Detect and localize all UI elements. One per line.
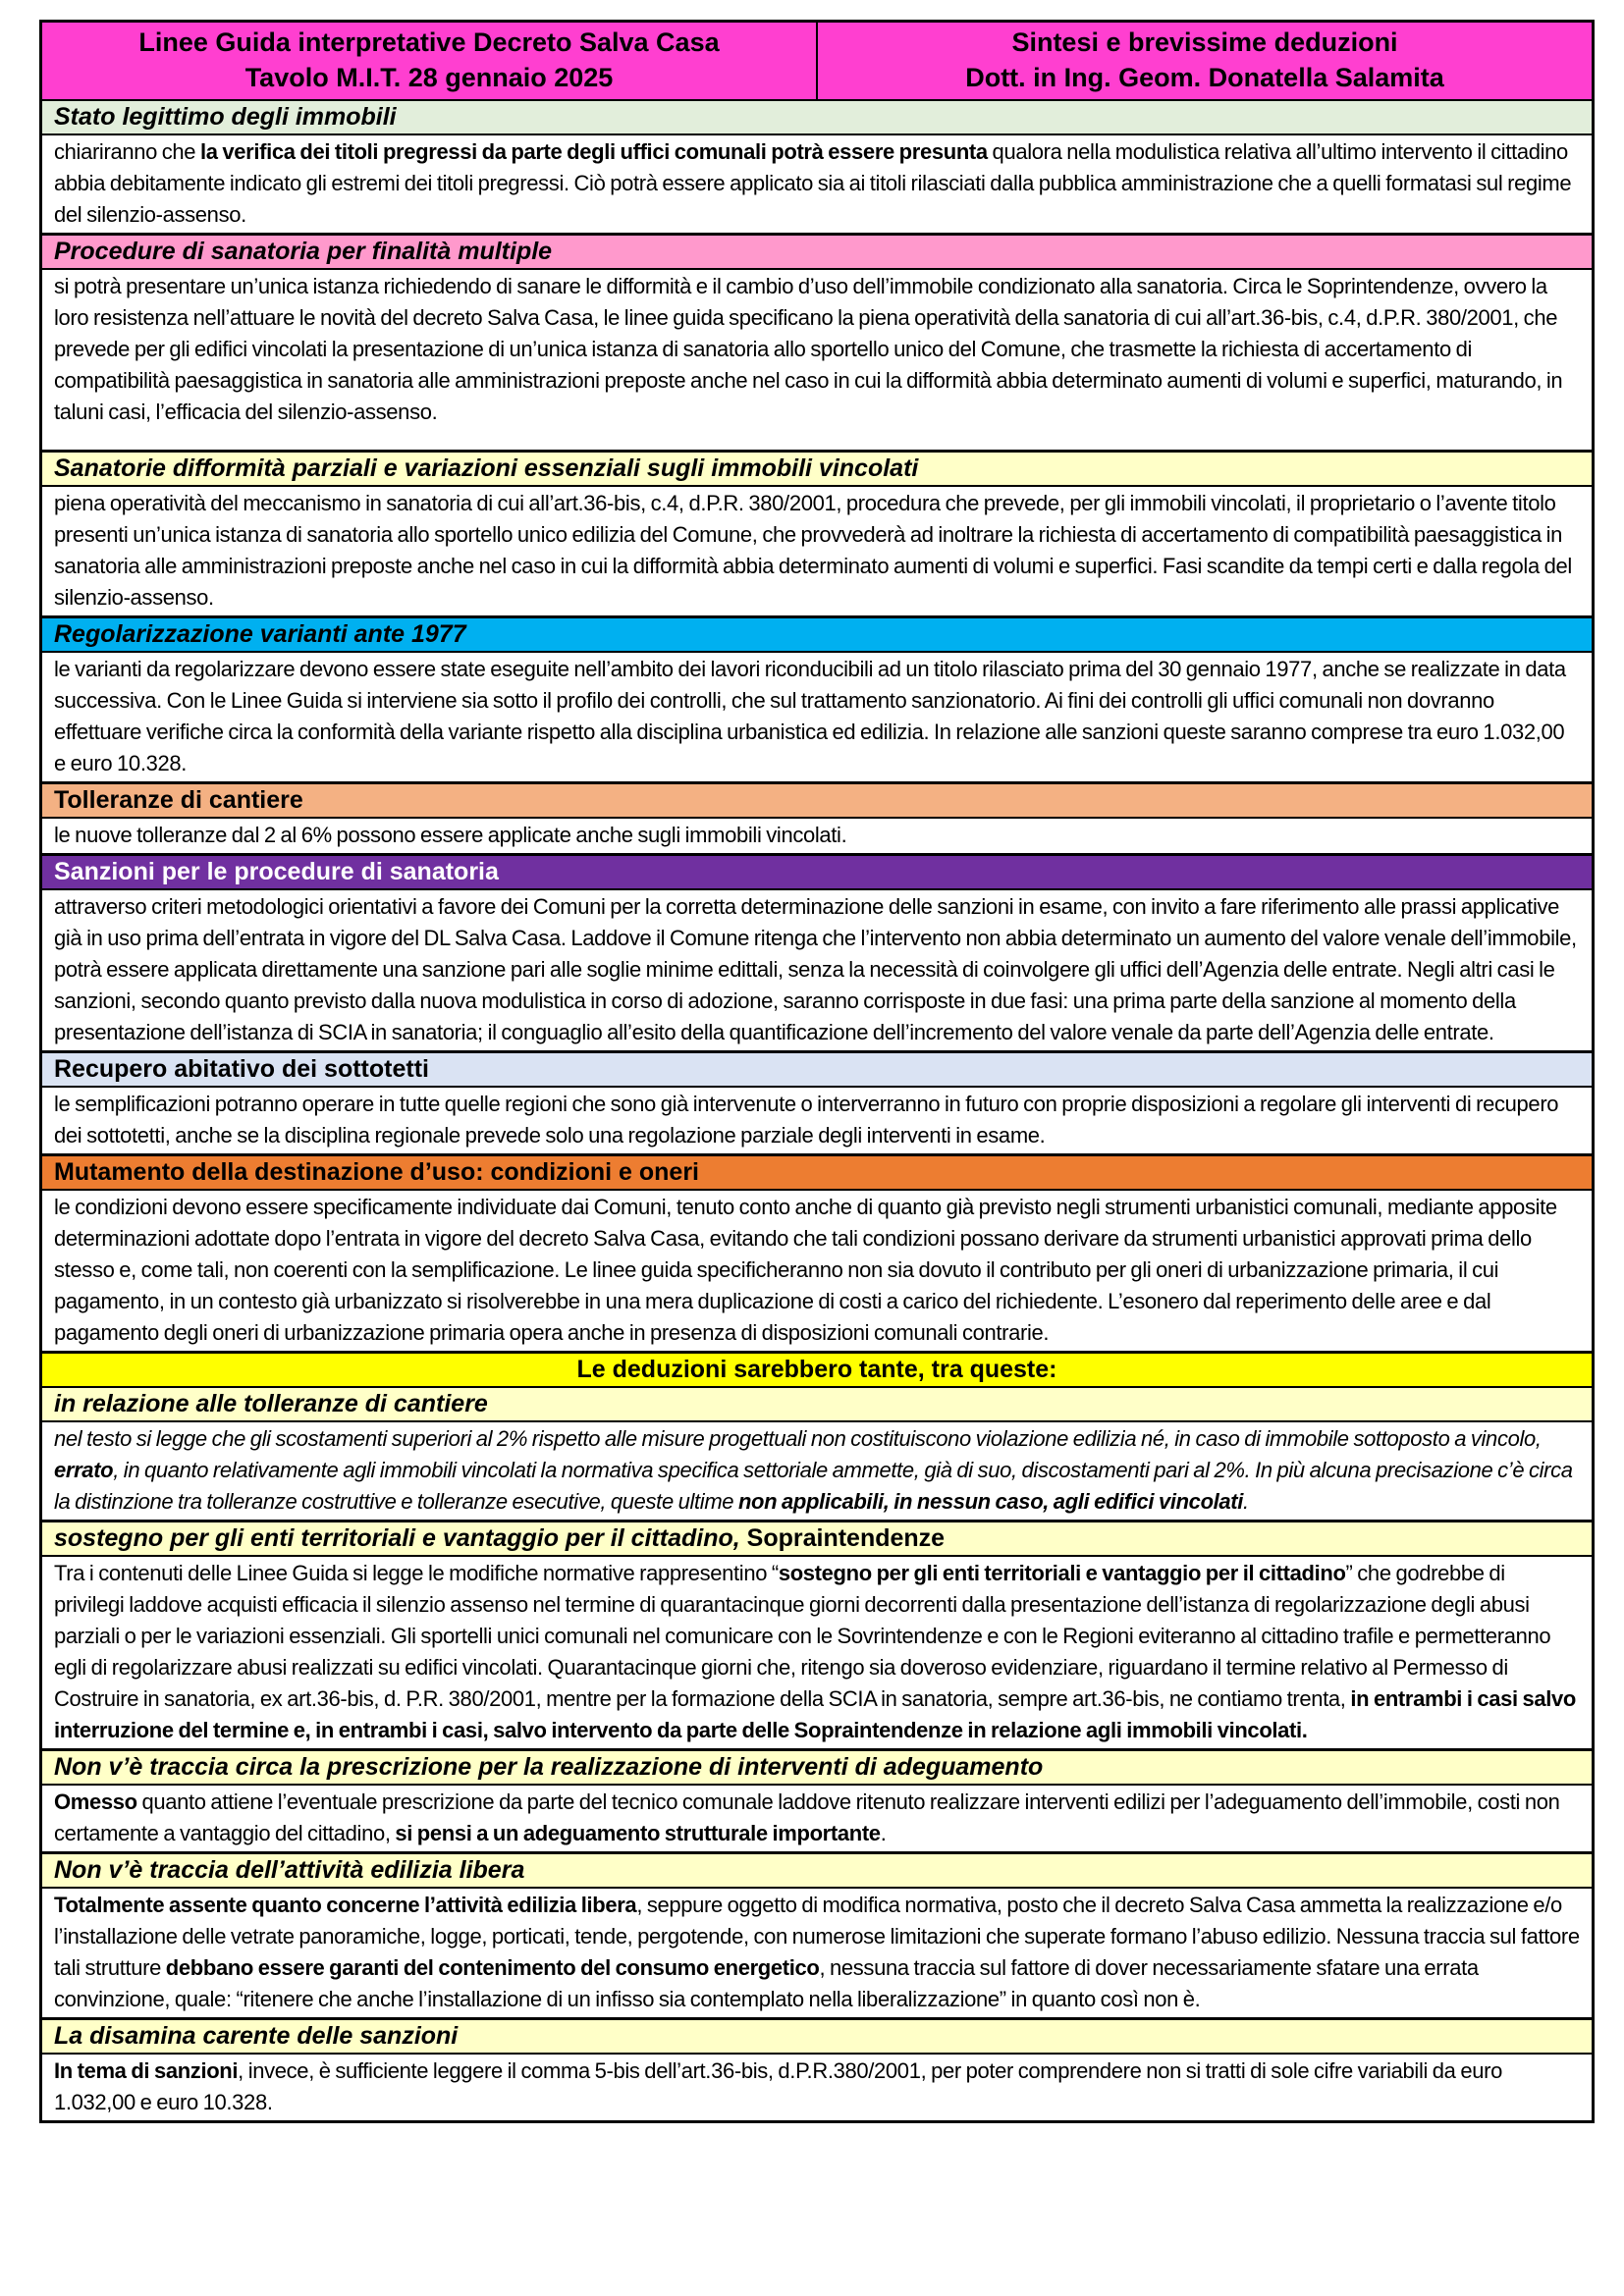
section-title: Recupero abitativo dei sottotetti	[42, 1053, 1592, 1088]
deduction-title	[42, 1388, 1592, 1422]
deduction-sections	[42, 1388, 1592, 2120]
section-body-run: chiariranno che	[54, 139, 200, 164]
deduction-body	[42, 1786, 1592, 1854]
deduction-body-run: Totalmente assente quanto concerne l’attività edilizia libera	[54, 1893, 637, 1917]
deduction-body-run: , invece, è sufficiente leggere il comma 5-bis dell’art.36-bis, d.P.R.380/2001, per poter comprendere non si tratti di sole cifre variabili da euro 1.032,00 e euro 10.328.	[54, 2058, 1502, 2114]
section-title: Sanatorie difformità parziali e variazioni essenziali sugli immobili vincolati	[42, 453, 1592, 487]
section-title: Mutamento della destinazione d’uso: condizioni e oneri	[42, 1156, 1592, 1191]
deduction-body-run: , seppure oggetto di modifica normativa, posto che il decreto Salva Casa ammetta la realizzazione e/o l’installazione delle vetrate panoramiche, logge, porticati, tende, pergotende, con numerose limitazioni che superate formano l’abuso edilizio. Nessuna traccia sul fattore tali strutture	[54, 1893, 1580, 1980]
section-body-run: attraverso criteri metodologici orientativi a favore dei Comuni per la corretta determinazione delle sanzioni in esame, con invito a fare riferimento alle prassi applicative già in uso prima dell’entrata in vigore del DL Salva Casa. Laddove il Comune ritenga che l’intervento non abbia determinato un aumento del valore venale dell’immobile, potrà essere applicata direttamente una sanzione pari alle soglie minime edittali, senza la necessità di coinvolgere gli uffici dell’Agenzia delle entrate. Negli altri casi le sanzioni, secondo quanto previsto dalla nuova modulistica in corso di adozione, saranno corrisposte in due fasi: una prima parte della sanzione al momento della presentazione dell’istanza di SCIA in sanatoria; il conguaglio all’esito della quantificazione dell’incremento del valore venale da parte dell’Agenzia delle entrate.	[54, 894, 1577, 1044]
deduction-title-run: Non v’è traccia circa la prescrizione per la realizzazione di interventi di adeguamento	[54, 1753, 1044, 1781]
section-body	[42, 653, 1592, 784]
deductions-banner-title: Le deduzioni sarebbero tante, tra queste:	[576, 1356, 1057, 1383]
section-title: Regolarizzazione varianti ante 1977	[42, 618, 1592, 653]
deductions-banner	[42, 1354, 1592, 1388]
deduction-title	[42, 1522, 1592, 1557]
deduction-body-run: quanto attiene l’eventuale prescrizione da parte del tecnico comunale laddove ritenuto realizzare interventi edilizi per l’adeguamento dell’immobile, costi non certamente a vantaggio del cittadino,	[54, 1789, 1560, 1845]
document-table	[39, 20, 1595, 2123]
deduction-body	[42, 1557, 1592, 1751]
deduction-body	[42, 2055, 1592, 2120]
deduction-body-run: .	[880, 1821, 887, 1845]
deduction-body-run: nel testo si legge che gli scostamenti superiori al 2% rispetto alle misure progettuali non costituiscono violazione edilizia né, in caso di immobile sottoposto a vincolo,	[54, 1426, 1542, 1451]
header-left-cell	[42, 23, 816, 99]
deduction-title-run: Sopraintendenze	[739, 1524, 946, 1552]
deduction-body-run: debbano essere garanti del contenimento del consumo energetico	[165, 1955, 820, 1980]
section-body-run: le nuove tolleranze dal 2 al 6% possono essere applicate anche sugli immobili vincolati.	[54, 823, 847, 847]
deduction-title-run: in relazione alle tolleranze di cantiere	[54, 1390, 488, 1417]
deduction-body	[42, 1889, 1592, 2020]
deduction-title-run: La disamina carente delle sanzioni	[54, 2022, 459, 2050]
section-title: Procedure di sanatoria per finalità multiple	[42, 236, 1592, 270]
section-body-run: qualora nella modulistica relativa all’ultimo intervento il cittadino abbia debitamente indicato gli estremi dei titoli pregressi. Ciò potrà essere applicato sia ai titoli rilasciati dalla pubblica amministrazione che a quelli formatasi sul regime del silenzio-assenso.	[54, 139, 1572, 227]
section-body-run: le condizioni devono essere specificamente individuate dai Comuni, tenuto conto anche di quanto già previsto negli strumenti urbanistici comunali, mediante apposite determinazioni adottate dopo l’entrata in vigore del decreto Salva Casa, evitando che tali condizioni possano derivare da strumenti urbanistici approvati prima dello stesso e, come tali, non coerenti con la semplificazione. Le linee guida specificheranno non sia dovuto il contributo per gli oneri di urbanizzazione primaria, il cui pagamento, in un contesto già urbanizzato si risolverebbe in una mera duplicazione di costi a carico del richiedente. L’esonero dal reperimento delle aree e dal pagamento degli oneri di urbanizzazione primaria opera anche in presenza di disposizioni comunali contrarie.	[54, 1195, 1557, 1345]
section-body-run: si potrà presentare un’unica istanza richiedendo di sanare le difformità e il cambio d’uso dell’immobile condizionato alla sanatoria. Circa le Soprintendenze, ovvero la loro resistenza nell’attuare le novità del decreto Salva Casa, le linee guida specificano la piena operatività della sanatoria di cui all’art.36-bis, c.4, d.P.R. 380/2001, che prevede per gli edifici vincolati la presentazione di un’unica istanza di sanatoria allo sportello unico del Comune, che trasmette la richiesta di accertamento di compatibilità paesaggistica in sanatoria alle amministrazioni preposte anche nel caso in cui la difformità abbia determinato aumenti di volumi e superfici, maturando, in taluni casi, l’efficacia del silenzio-assenso.	[54, 274, 1563, 424]
deduction-body-run: , in quanto relativamente agli immobili vincolati la normativa specifica settoriale ammette, già di suo, discostamenti pari al 2%. In più alcuna precisazione c’è circa la distinzione tra tolleranze costruttive e tolleranze esecutive, queste ultime	[54, 1458, 1573, 1514]
section-title: Stato legittimo degli immobili	[42, 101, 1592, 135]
deduction-body-run: si pensi a un adeguamento strutturale importante	[395, 1821, 881, 1845]
deduction-body-run: .	[1243, 1489, 1249, 1514]
section-body	[42, 890, 1592, 1053]
section-body-run: piena operatività del meccanismo in sanatoria di cui all’art.36-bis, c.4, d.P.R. 380/2001, procedura che prevede, per gli immobili vincolati, il proprietario o l’avente titolo presenti un’unica istanza di sanatoria allo sportello unico edilizia del Comune, che provvederà ad inoltrare la richiesta di accertamento di compatibilità paesaggistica in sanatoria alle amministrazioni preposte anche nel caso in cui la difformità abbia determinato aumenti di volumi e superfici. Fasi scandite da tempi certi e dalla regola del silenzio-assenso.	[54, 491, 1572, 610]
section-body	[42, 1191, 1592, 1354]
deduction-title	[42, 1751, 1592, 1786]
section-title: Sanzioni per le procedure di sanatoria	[42, 856, 1592, 890]
deduction-body-run: , nessuna traccia sul fattore di dover necessariamente sfatare una errata convinzione, quale: “ritenere che anche l’installazione di un infisso sia contemplato nella liberalizzazione” in quanto così non è.	[54, 1955, 1479, 2011]
deduction-body-run: sostegno per gli enti territoriali e vantaggio per il cittadino	[778, 1561, 1346, 1585]
deduction-body-run: In tema di sanzioni	[54, 2058, 239, 2083]
deduction-title-run: Non v’è traccia dell’attività edilizia libera	[54, 1856, 525, 1884]
deduction-title	[42, 2020, 1592, 2055]
section-body	[42, 135, 1592, 236]
header-summary-title: Sintesi e brevissime deduzioni	[1011, 27, 1398, 57]
section-body	[42, 487, 1592, 618]
header-title: Linee Guida interpretative Decreto Salva Casa	[138, 27, 720, 57]
header-right-cell	[816, 23, 1592, 99]
deduction-body	[42, 1422, 1592, 1522]
section-body-run: la verifica dei titoli pregressi da parte degli uffici comunali potrà essere presunta	[199, 139, 988, 164]
deduction-body-run: in entrambi i casi salvo interruzione del termine e, in entrambi i casi, salvo intervento da parte delle Sopraintendenze in relazione agli immobili vincolati.	[54, 1686, 1577, 1742]
section-body	[42, 1088, 1592, 1156]
deduction-body-run: Tra i contenuti delle Linee Guida si legge le modifiche normative rappresentino “	[54, 1561, 779, 1585]
guideline-sections	[42, 101, 1592, 1354]
section-body-run: le varianti da regolarizzare devono essere state eseguite nell’ambito dei lavori riconducibili ad un titolo rilasciato prima del 30 gennaio 1977, anche se realizzate in data successiva. Con le Linee Guida si interviene sia sotto il profilo dei controlli, che sul trattamento sanzionatorio. Ai fini dei controlli gli uffici comunali non dovranno effettuare verifiche circa la conformità della variante rispetto alla disciplina urbanistica ed edilizia. In relazione alle sanzioni queste saranno comprese tra euro 1.032,00 e euro 10.328.	[54, 657, 1566, 775]
deduction-title-run: sostegno per gli enti territoriali e vantaggio per il cittadino,	[54, 1524, 740, 1552]
section-title: Tolleranze di cantiere	[42, 784, 1592, 819]
deduction-body-run: ” che godrebbe di privilegi laddove acquisti efficacia il silenzio assenso nel termine di quarantacinque giorni decorrenti dalla presentazione dell’istanza di regolarizzazione degli abusi parziali o per le variazioni essenziali. Gli sportelli unici comunali nel comunicare con le Sovrintendenze e con le Regioni eviteranno al cittadino trafile e permetteranno egli di regolarizzare abusi realizzati su edifici vincolati. Quarantacinque giorni che, ritengo sia doveroso evidenziare, riguardano il termine relativo al Permesso di Costruire in sanatoria, ex art.36-bis, d. P.R. 380/2001, mentre per la formazione della SCIA in sanatoria, sempre art.36-bis, ne contiamo trenta,	[54, 1561, 1551, 1711]
document-header	[42, 23, 1592, 101]
section-body	[42, 819, 1592, 856]
section-body	[42, 270, 1592, 453]
header-subtitle: Tavolo M.I.T. 28 gennaio 2025	[244, 63, 614, 92]
section-body-run: le semplificazioni potranno operare in tutte quelle regioni che sono già intervenute o interverranno in futuro con proprie disposizioni a regolare gli interventi di recupero dei sottotetti, anche se la disciplina regionale prevede solo una regolazione parziale degli interventi in esame.	[54, 1092, 1559, 1148]
deduction-body-run: errato	[54, 1458, 114, 1482]
deduction-body-run: Omesso	[54, 1789, 137, 1814]
header-author: Dott. in Ing. Geom. Donatella Salamita	[965, 63, 1444, 92]
deduction-body-run: non applicabili, in nessun caso, agli edifici vincolati	[737, 1489, 1244, 1514]
deduction-title	[42, 1854, 1592, 1889]
